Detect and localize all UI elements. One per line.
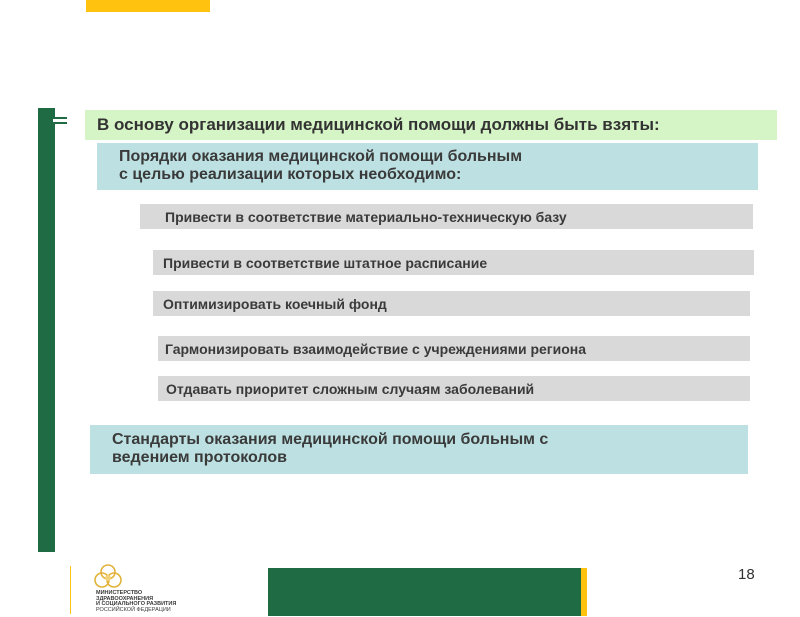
ministry-line: ЗДРАВООХРАНЕНИЯ — [96, 595, 154, 602]
standards-line-2: ведением протоколов — [112, 449, 287, 466]
ministry-line: МИНИСТЕРСТВО — [96, 590, 143, 596]
footer-green-bar — [268, 568, 581, 616]
action-item: Оптимизировать коечный фонд — [153, 291, 750, 316]
left-bar-tick-highlight — [53, 119, 67, 122]
ministry-subline: РОССИЙСКОЙ ФЕДЕРАЦИИ — [96, 606, 171, 613]
top-accent-bar — [86, 0, 210, 12]
left-vertical-bar — [38, 108, 55, 552]
procedures-box — [97, 143, 758, 190]
standards-line-1: Стандарты оказания медицинской помощи больным с — [112, 431, 549, 448]
action-item: Гармонизировать взаимодействие с учреждениями региона — [158, 336, 750, 361]
three-rings-emblem-icon — [88, 563, 128, 593]
procedures-line-1: Порядки оказания медицинской помощи больным — [119, 148, 523, 165]
ministry-line: И СОЦИАЛЬНОГО РАЗВИТИЯ — [96, 601, 177, 608]
action-item: Отдавать приоритет сложным случаям заболеваний — [158, 376, 750, 401]
standards-box — [90, 425, 748, 474]
ministry-caption — [96, 591, 246, 613]
page-number: 18 — [738, 566, 755, 583]
slide-heading: В основу организации медицинской помощи должны быть взяты: — [85, 110, 777, 140]
footer-yellow-edge — [581, 568, 587, 616]
action-item: Привести в соответствие штатное расписание — [153, 250, 754, 275]
procedures-line-2: с целью реализации которых необходимо: — [119, 166, 462, 183]
footer-divider — [70, 566, 71, 614]
action-item: Привести в соответствие материально-техническую базу — [140, 204, 753, 229]
